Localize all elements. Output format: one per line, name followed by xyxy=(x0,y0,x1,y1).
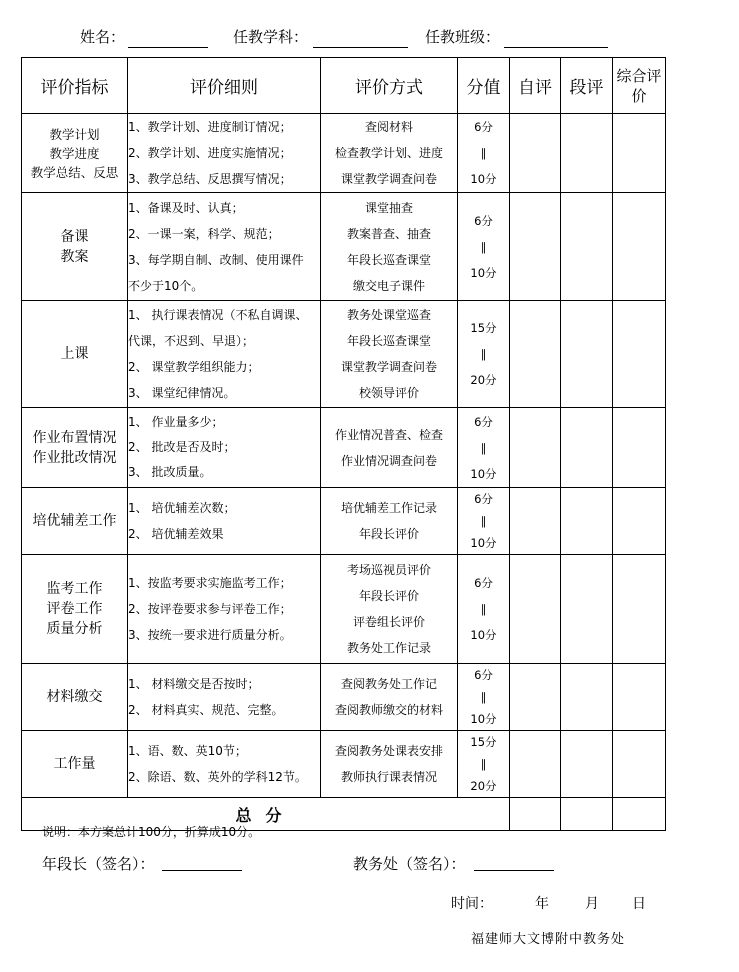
table-row xyxy=(22,488,666,555)
self-eval-cell[interactable] xyxy=(510,664,561,731)
indicator-cell: 作业布置情况 作业批改情况 xyxy=(22,408,128,488)
total-overall-eval-cell[interactable] xyxy=(613,798,666,831)
overall-eval-cell[interactable] xyxy=(613,193,666,301)
grade-eval-cell[interactable] xyxy=(561,408,613,488)
indicator-cell: 材料缴交 xyxy=(22,664,128,731)
self-eval-cell[interactable] xyxy=(510,193,561,301)
grade-eval-cell[interactable] xyxy=(561,731,613,798)
rules-cell: 1、教学计划、进度制订情况； 2、教学计划、进度实施情况； 3、教学总结、反思撰写情况； xyxy=(128,114,321,193)
score-cell: 15分 ∥ 20分 xyxy=(458,731,510,798)
grade-leader-signature-label: 年段长（签名）： xyxy=(42,855,155,873)
overall-eval-cell[interactable] xyxy=(613,731,666,798)
score-cell: 6分 ∥ 10分 xyxy=(458,555,510,664)
academic-office-signature-label: 教务处（签名）： xyxy=(353,855,466,873)
class-field[interactable] xyxy=(504,47,608,48)
table-row xyxy=(22,664,666,731)
table-header-row xyxy=(22,58,666,114)
subject-label: 任教学科： xyxy=(233,28,309,46)
academic-office-signature-field[interactable] xyxy=(474,870,554,871)
total-label: 总分 xyxy=(22,798,510,831)
name-label: 姓名： xyxy=(80,28,126,46)
methods-cell: 培优辅差工作记录 年段长评价 xyxy=(321,488,458,555)
grade-eval-cell[interactable] xyxy=(561,664,613,731)
rules-cell: 1、 培优辅差次数； 2、 培优辅差效果 xyxy=(128,488,321,555)
column-header: 段评 xyxy=(561,58,613,114)
column-header: 评价方式 xyxy=(321,58,458,114)
grade-leader-signature-field[interactable] xyxy=(162,870,242,871)
rules-cell: 1、 作业量多少； 2、 批改是否及时； 3、 批改质量。 xyxy=(128,408,321,488)
methods-cell: 查阅教务处课表安排 教师执行课表情况 xyxy=(321,731,458,798)
self-eval-cell[interactable] xyxy=(510,555,561,664)
date-label: 时间： xyxy=(451,896,493,912)
rules-cell: 1、按监考要求实施监考工作； 2、按评卷要求参与评卷工作； 3、按统一要求进行质量分析。 xyxy=(128,555,321,664)
evaluation-table xyxy=(21,57,666,831)
score-cell: 6分 ∥ 10分 xyxy=(458,488,510,555)
table-row xyxy=(22,555,666,664)
methods-cell: 查阅材料 检查教学计划、进度 课堂教学调查问卷 xyxy=(321,114,458,193)
score-cell: 6分 ∥ 10分 xyxy=(458,193,510,301)
self-eval-cell[interactable] xyxy=(510,301,561,408)
subject-field[interactable] xyxy=(313,47,408,48)
grade-eval-cell[interactable] xyxy=(561,193,613,301)
score-cell: 6分 ∥ 10分 xyxy=(458,114,510,193)
column-header: 自评 xyxy=(510,58,561,114)
grade-eval-cell[interactable] xyxy=(561,301,613,408)
score-cell: 6分 ∥ 10分 xyxy=(458,408,510,488)
overall-eval-cell[interactable] xyxy=(613,555,666,664)
date-day: 日 xyxy=(632,896,646,912)
total-self-eval-cell[interactable] xyxy=(510,798,561,831)
table-row xyxy=(22,301,666,408)
score-cell: 6分 ∥ 10分 xyxy=(458,664,510,731)
overall-eval-cell[interactable] xyxy=(613,488,666,555)
rules-cell: 1、 材料缴交是否按时； 2、 材料真实、规范、完整。 xyxy=(128,664,321,731)
overall-eval-cell[interactable] xyxy=(613,408,666,488)
class-label: 任教班级： xyxy=(425,28,501,46)
indicator-cell: 工作量 xyxy=(22,731,128,798)
overall-eval-cell[interactable] xyxy=(613,301,666,408)
rules-cell: 1、 执行课表情况（不私自调课、 代课，不迟到、早退）； 2、 课堂教学组织能力； 3、 课堂纪律情况。 xyxy=(128,301,321,408)
date-month: 月 xyxy=(585,896,599,912)
overall-eval-cell[interactable] xyxy=(613,664,666,731)
indicator-cell: 培优辅差工作 xyxy=(22,488,128,555)
indicator-cell: 监考工作 评卷工作 质量分析 xyxy=(22,555,128,664)
methods-cell: 课堂抽查 教案普查、抽查 年段长巡查课堂 缴交电子课件 xyxy=(321,193,458,301)
methods-cell: 考场巡视员评价 年段长评价 评卷组长评价 教务处工作记录 xyxy=(321,555,458,664)
self-eval-cell[interactable] xyxy=(510,408,561,488)
table-row xyxy=(22,731,666,798)
methods-cell: 教务处课堂巡查 年段长巡查课堂 课堂教学调查问卷 校领导评价 xyxy=(321,301,458,408)
methods-cell: 查阅教务处工作记 查阅教师缴交的材料 xyxy=(321,664,458,731)
rules-cell: 1、语、数、英10节； 2、除语、数、英外的学科12节。 xyxy=(128,731,321,798)
indicator-cell: 上课 xyxy=(22,301,128,408)
header xyxy=(0,26,739,50)
total-grade-eval-cell[interactable] xyxy=(561,798,613,831)
name-field[interactable] xyxy=(128,47,208,48)
column-header: 评价指标 xyxy=(22,58,128,114)
date-year: 年 xyxy=(535,896,549,912)
self-eval-cell[interactable] xyxy=(510,488,561,555)
indicator-cell: 教学计划 教学进度 教学总结、反思 xyxy=(22,114,128,193)
grade-eval-cell[interactable] xyxy=(561,114,613,193)
self-eval-cell[interactable] xyxy=(510,731,561,798)
methods-cell: 作业情况普查、检查 作业情况调查问卷 xyxy=(321,408,458,488)
column-header: 评价细则 xyxy=(128,58,321,114)
indicator-cell: 备课 教案 xyxy=(22,193,128,301)
column-header: 综合评价 xyxy=(613,58,666,114)
self-eval-cell[interactable] xyxy=(510,114,561,193)
score-cell: 15分 ∥ 20分 xyxy=(458,301,510,408)
column-header: 分值 xyxy=(458,58,510,114)
grade-eval-cell[interactable] xyxy=(561,488,613,555)
rules-cell: 1、备课及时、认真； 2、一课一案，科学、规范； 3、每学期自制、改制、使用课件 不少于10个。 xyxy=(128,193,321,301)
issuer-footer: 福建师大文博附中教务处 xyxy=(471,932,626,947)
table-row xyxy=(22,193,666,301)
overall-eval-cell[interactable] xyxy=(613,114,666,193)
explanation-note: 说明：本方案总计100分，折算成10分。 xyxy=(42,825,261,839)
grade-eval-cell[interactable] xyxy=(561,555,613,664)
table-row xyxy=(22,408,666,488)
table-row xyxy=(22,114,666,193)
